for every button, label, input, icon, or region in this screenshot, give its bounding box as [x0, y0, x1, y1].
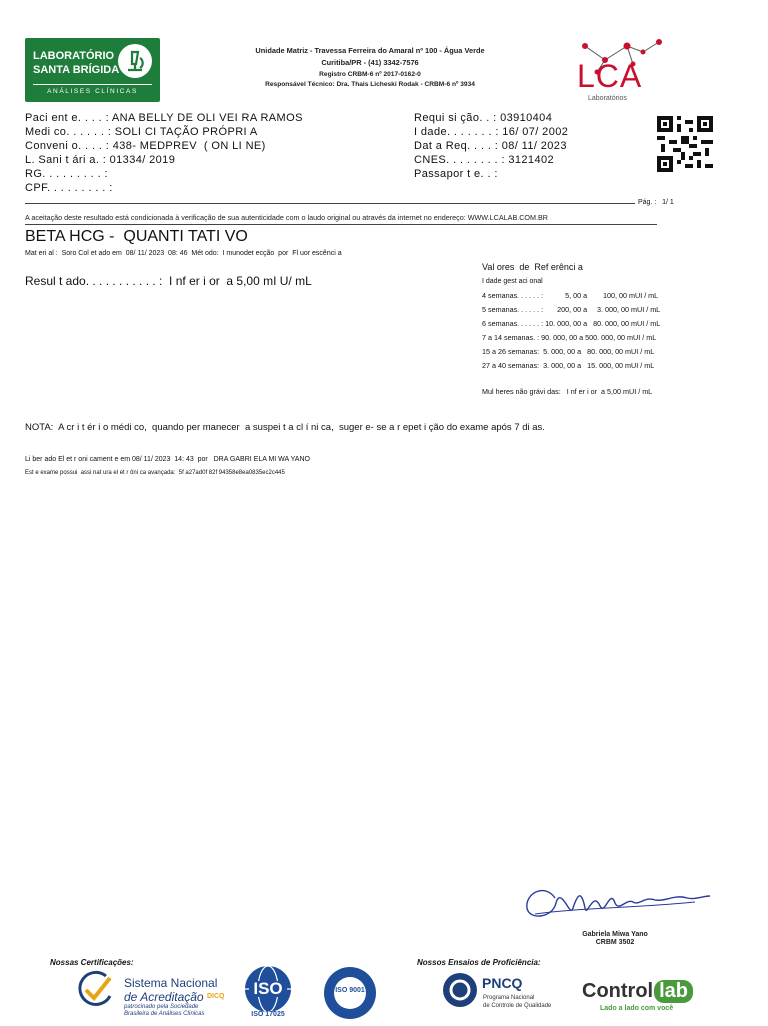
- pncq-sub2: de Controle de Qualidade: [483, 1003, 552, 1009]
- signer-name: Gabriela Miwa Yano: [582, 931, 648, 938]
- request-number: Requi si ção. . : 03910404: [414, 112, 553, 124]
- logo-subtitle: ANÁLISES CLÍNICAS: [47, 88, 138, 95]
- pncq-sub1: Programa Nacional: [483, 995, 535, 1001]
- dicq-line1: Sistema Nacional: [124, 976, 218, 990]
- logo-divider: [33, 84, 152, 85]
- exam-title: BETA HCG - QUANTI TATI VO: [25, 228, 248, 245]
- proficiency-label: Nossos Ensaios de Proficiência:: [417, 958, 541, 967]
- iso-globe-icon: [243, 964, 293, 1014]
- controllab-a: Control: [582, 980, 654, 1002]
- separator-line-2: [25, 224, 657, 225]
- authenticity-disclaimer: A aceitação deste resultado está condicionada à verificação de sua autenticidade com o laudo original ou através da internet no endereço: WWW.LCALAB.COM.BR: [25, 213, 548, 222]
- lca-logo: [575, 38, 665, 108]
- separator-line: [25, 203, 635, 204]
- signature-hash: Est e exame possui assi nat ura el et r ôni ca avançada: 5f a27ad0f 82f 94358e8ea0835ec2c445: [25, 470, 285, 476]
- patient-name: Paci ent e. . . . : ANA BELLY DE OLI VEI RA RAMOS: [25, 112, 303, 124]
- logo-line2: SANTA BRÍGIDA: [33, 64, 120, 76]
- reference-subtitle: I dade gest aci onal: [482, 278, 543, 285]
- lca-wordmark: LCA: [577, 58, 643, 94]
- reference-row: 4 semanas. . . . . . : 5, 00 a 100, 00 mUI / mL: [482, 291, 659, 300]
- patient-insurance: Conveni o. . . . : 438- MEDPREV ( ON LI NE): [25, 140, 266, 152]
- iso-text: ISO: [253, 979, 283, 998]
- address-line4: Responsável Técnico: Dra. Thais Licheski Rodak - CRBM-6 nº 3934: [265, 81, 475, 88]
- handwritten-signature: [515, 878, 715, 928]
- patient-cpf: CPF. . . . . . . . . :: [25, 182, 113, 194]
- pncq-wordmark: PNCQ: [482, 975, 523, 991]
- reference-row: 6 semanas. . . . . . : 10. 000, 00 a 80. 000, 00 mUI / mL: [482, 319, 661, 328]
- patient-birthdate: I dade. . . . . . . : 16/ 07/ 2002: [414, 126, 569, 138]
- controllab-b: lab: [654, 980, 693, 1003]
- microscope-icon: [118, 44, 152, 78]
- dicq-line3: patrocinado pela Sociedade: [124, 1004, 199, 1010]
- reference-row: 27 a 40 semanas: 3. 000, 00 a 15. 000, 00 mUI / mL: [482, 361, 655, 370]
- reference-row: 5 semanas. . . . . . : 200, 00 a 3. 000, 00 mUI / mL: [482, 305, 661, 314]
- logo-line1: LABORATÓRIO: [33, 50, 115, 62]
- dicq-tag: DICQ: [207, 993, 225, 1000]
- address-line3: Registro CRBM-6 nº 2017-0162-0: [319, 71, 421, 78]
- release-info: Li ber ado El et r oni cament e em 08/ 11/ 2023 14: 43 por DRA GABRI ELA MI WA YANO: [25, 456, 310, 463]
- clinical-note: NOTA: A cr i t ér i o médi co, quando per manecer a suspei t a cl í ni ca, suger e- se a r epet i ção do exame após 7 di as.: [25, 422, 545, 433]
- address-line1: Unidade Matriz - Travessa Ferreira do Amaral nº 100 - Água Verde: [255, 46, 485, 55]
- dicq-line4: Brasileira de Análises Clínicas: [124, 1011, 205, 1017]
- qr-code-icon[interactable]: [657, 116, 713, 172]
- reference-non-pregnant: Mul heres não grávi das: I nf er i or a 5,00 mUI / mL: [482, 387, 653, 396]
- page-number: Pág. : 1/ 1: [638, 199, 674, 206]
- patient-sanitary: L. Sani t ári a. : 01334/ 2019: [25, 154, 176, 166]
- dicq-check-icon: [76, 970, 116, 1010]
- reference-row: 7 a 14 semanas. : 90. 000, 00 a 500. 000, 00 mUI / mL: [482, 333, 657, 342]
- reference-row: 15 a 26 semanas: 5. 000, 00 a 80. 000, 00 mUI / mL: [482, 347, 655, 356]
- pncq-icon: [442, 972, 478, 1008]
- address-line2: Curitiba/PR - (41) 3342-7576: [321, 58, 419, 67]
- santa-brigida-logo: [25, 38, 160, 102]
- dicq-line2: de Acreditação: [124, 990, 204, 1004]
- passport: Passapor t e. . :: [414, 168, 498, 180]
- iso-17025-label: ISO 17025: [251, 1011, 285, 1018]
- lca-subtitle: Laboratórios: [588, 95, 627, 102]
- certifications-label: Nossas Certificações:: [50, 958, 134, 967]
- controllab-wordmark: [582, 980, 693, 1003]
- cnes-number: CNES. . . . . . . . : 3121402: [414, 154, 554, 166]
- signer-crbm: CRBM 3502: [595, 939, 635, 946]
- patient-doctor: Medi co. . . . . . : SOLI CI TAÇÃO PRÓPRI A: [25, 126, 258, 138]
- exam-material: Mat eri al : Soro Col et ado em 08/ 11/ 2023 08: 46 Mét odo: I munodet ecção por Fl uor escênci a: [25, 250, 342, 257]
- patient-rg: RG. . . . . . . . . :: [25, 168, 108, 180]
- iso-9001-seal-icon: [318, 965, 382, 1021]
- reference-title: Val ores de Ref erênci a: [482, 262, 583, 272]
- exam-result: Resul t ado. . . . . . . . . . . : I nf er i or a 5,00 mI U/ mL: [25, 274, 312, 288]
- iso-9001-label: ISO 9001: [335, 987, 365, 994]
- request-date: Dat a Req. . . . : 08/ 11/ 2023: [414, 140, 567, 152]
- controllab-tagline: Lado a lado com você: [600, 1005, 674, 1012]
